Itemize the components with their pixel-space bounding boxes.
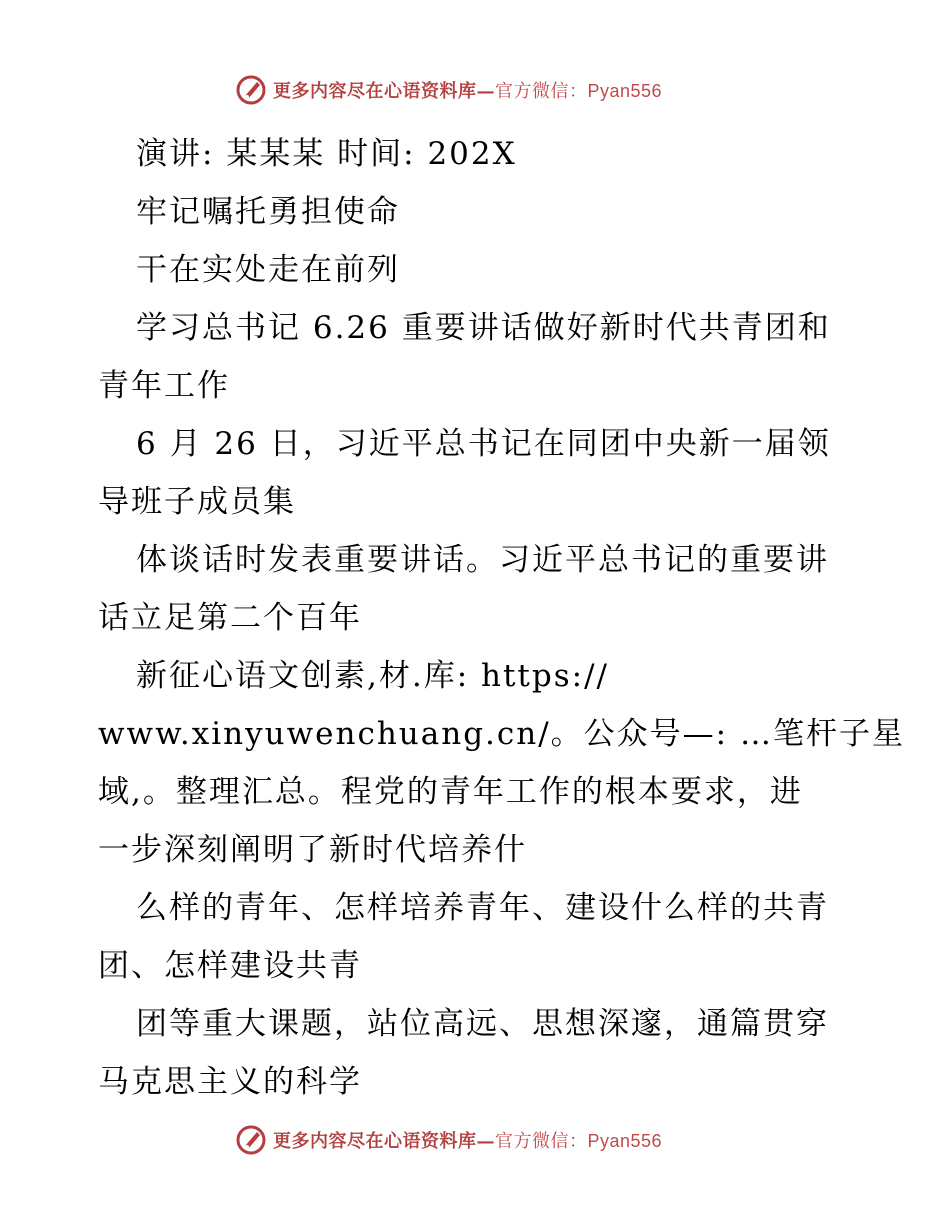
text-line: 牢记嘱托勇担使命 bbox=[136, 194, 400, 230]
pen-logo-icon bbox=[235, 1124, 267, 1156]
text-line: 6 月 26 日，习近平总书记在同团中央新一届领 bbox=[136, 426, 831, 462]
banner-text: 更多内容尽在心语资料库—官方微信：Pyan556 bbox=[273, 81, 663, 102]
text-line: 域,。整理汇总。程党的青年工作的根本要求，进 bbox=[98, 774, 803, 810]
text-line: 干在实处走在前列 bbox=[136, 252, 400, 288]
text-line: 体谈话时发表重要讲话。习近平总书记的重要讲 bbox=[136, 542, 829, 578]
text-line: 团等重大课题，站位高远、思想深邃，通篇贯穿 bbox=[136, 1006, 829, 1042]
text-line: 演讲: 某某某 时间: 202X bbox=[136, 136, 517, 172]
text-line: 学习总书记 6.26 重要讲话做好新时代共青团和 bbox=[136, 310, 831, 346]
banner-text: 更多内容尽在心语资料库—官方微信：Pyan556 bbox=[273, 1131, 663, 1152]
text-line: 一步深刻阐明了新时代培养什 bbox=[98, 832, 527, 868]
text-line: 导班子成员集 bbox=[98, 484, 296, 520]
text-line: 么样的青年、怎样培养青年、建设什么样的共青 bbox=[136, 890, 829, 926]
footer-banner bbox=[235, 1123, 715, 1157]
text-line: 马克思主义的科学 bbox=[98, 1064, 362, 1100]
text-line: www.xinyuwenchuang.cn/。公众号—: …笔杆子星 bbox=[98, 716, 905, 752]
document-body bbox=[98, 125, 905, 1111]
text-line: 青年工作 bbox=[98, 368, 230, 404]
pen-logo-icon bbox=[235, 74, 267, 106]
text-line: 团、怎样建设共青 bbox=[98, 948, 362, 984]
header-banner bbox=[235, 73, 715, 107]
text-line: 话立足第二个百年 bbox=[98, 600, 362, 636]
text-line: 新征心语文创素,材.库: https:// bbox=[136, 658, 609, 694]
